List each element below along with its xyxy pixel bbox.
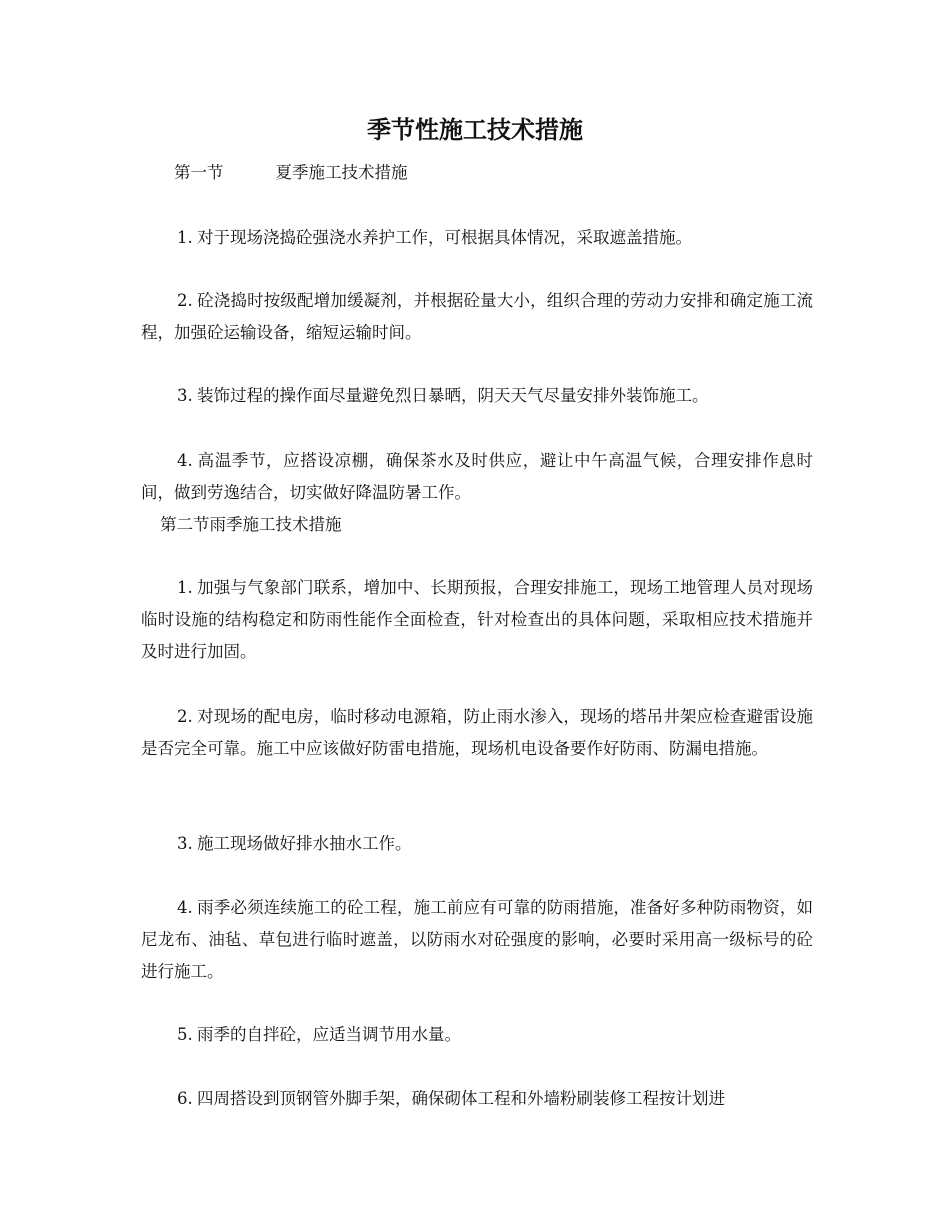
item-text: 装饰过程的操作面尽量避免烈日暴晒，阴天天气尽量安排外装饰施工。 [197,386,709,405]
list-item [141,828,813,860]
item-number: 3. [177,386,193,405]
item-text: 砼浇捣时按级配增加缓凝剂，并根据砼量大小，组织合理的劳动力安排和确定施工流程，加强砼运输设备，缩短运输时间。 [141,291,813,342]
item-text: 雨季必须连续施工的砼工程，施工前应有可靠的防雨措施，准备好多种防雨物资，如尼龙布、油毡、草包进行临时遮盖，以防雨水对砼强度的影响，必要时采用高一级标号的砼进行施工。 [141,898,813,981]
item-text: 对于现场浇捣砼强浇水养护工作，可根据具体情况，采取遮盖措施。 [197,228,692,247]
list-item [141,892,813,988]
item-text: 加强与气象部门联系，增加中、长期预报，合理安排施工，现场工地管理人员对现场临时设施的结构稳定和防雨性能作全面检查，针对检查出的具体问题，采取相应技术措施并及时进行加固。 [141,578,813,661]
section-heading-summer [174,161,408,185]
list-item [141,1083,813,1115]
item-number: 1. [177,578,193,597]
section-heading-rainy: 第二节雨季施工技术措施 [160,515,342,534]
list-item [141,701,813,765]
document-title: 季节性施工技术措施 [367,115,583,144]
list-item [141,1019,813,1051]
list-item [141,285,813,349]
section-title: 夏季施工技术措施 [275,163,408,182]
item-number: 1. [177,228,193,247]
item-text: 雨季的自拌砼，应适当调节用水量。 [197,1025,461,1044]
item-number: 3. [177,834,193,853]
item-number: 2. [177,291,193,310]
list-item [141,445,813,509]
item-text: 高温季节，应搭设凉棚，确保茶水及时供应，避让中午高温气候，合理安排作息时间，做到劳逸结合，切实做好降温防暑工作。 [141,451,813,502]
item-text: 四周搭设到顶钢管外脚手架，确保砌体工程和外墙粉刷装修工程按计划进 [197,1089,725,1108]
list-item [141,222,813,254]
item-text: 对现场的配电房，临时移动电源箱，防止雨水渗入，现场的塔吊井架应检查避雷设施是否完全可靠。施工中应该做好防雷电措施，现场机电设备要作好防雨、防漏电措施。 [141,707,813,758]
item-number: 5. [177,1025,193,1044]
item-number: 4. [177,451,193,470]
section-label: 第一节 [174,163,224,182]
list-item [141,572,813,668]
item-number: 2. [177,707,193,726]
list-item [141,380,813,412]
item-number: 6. [177,1089,193,1108]
item-text: 施工现场做好排水抽水工作。 [197,834,412,853]
item-number: 4. [177,898,193,917]
